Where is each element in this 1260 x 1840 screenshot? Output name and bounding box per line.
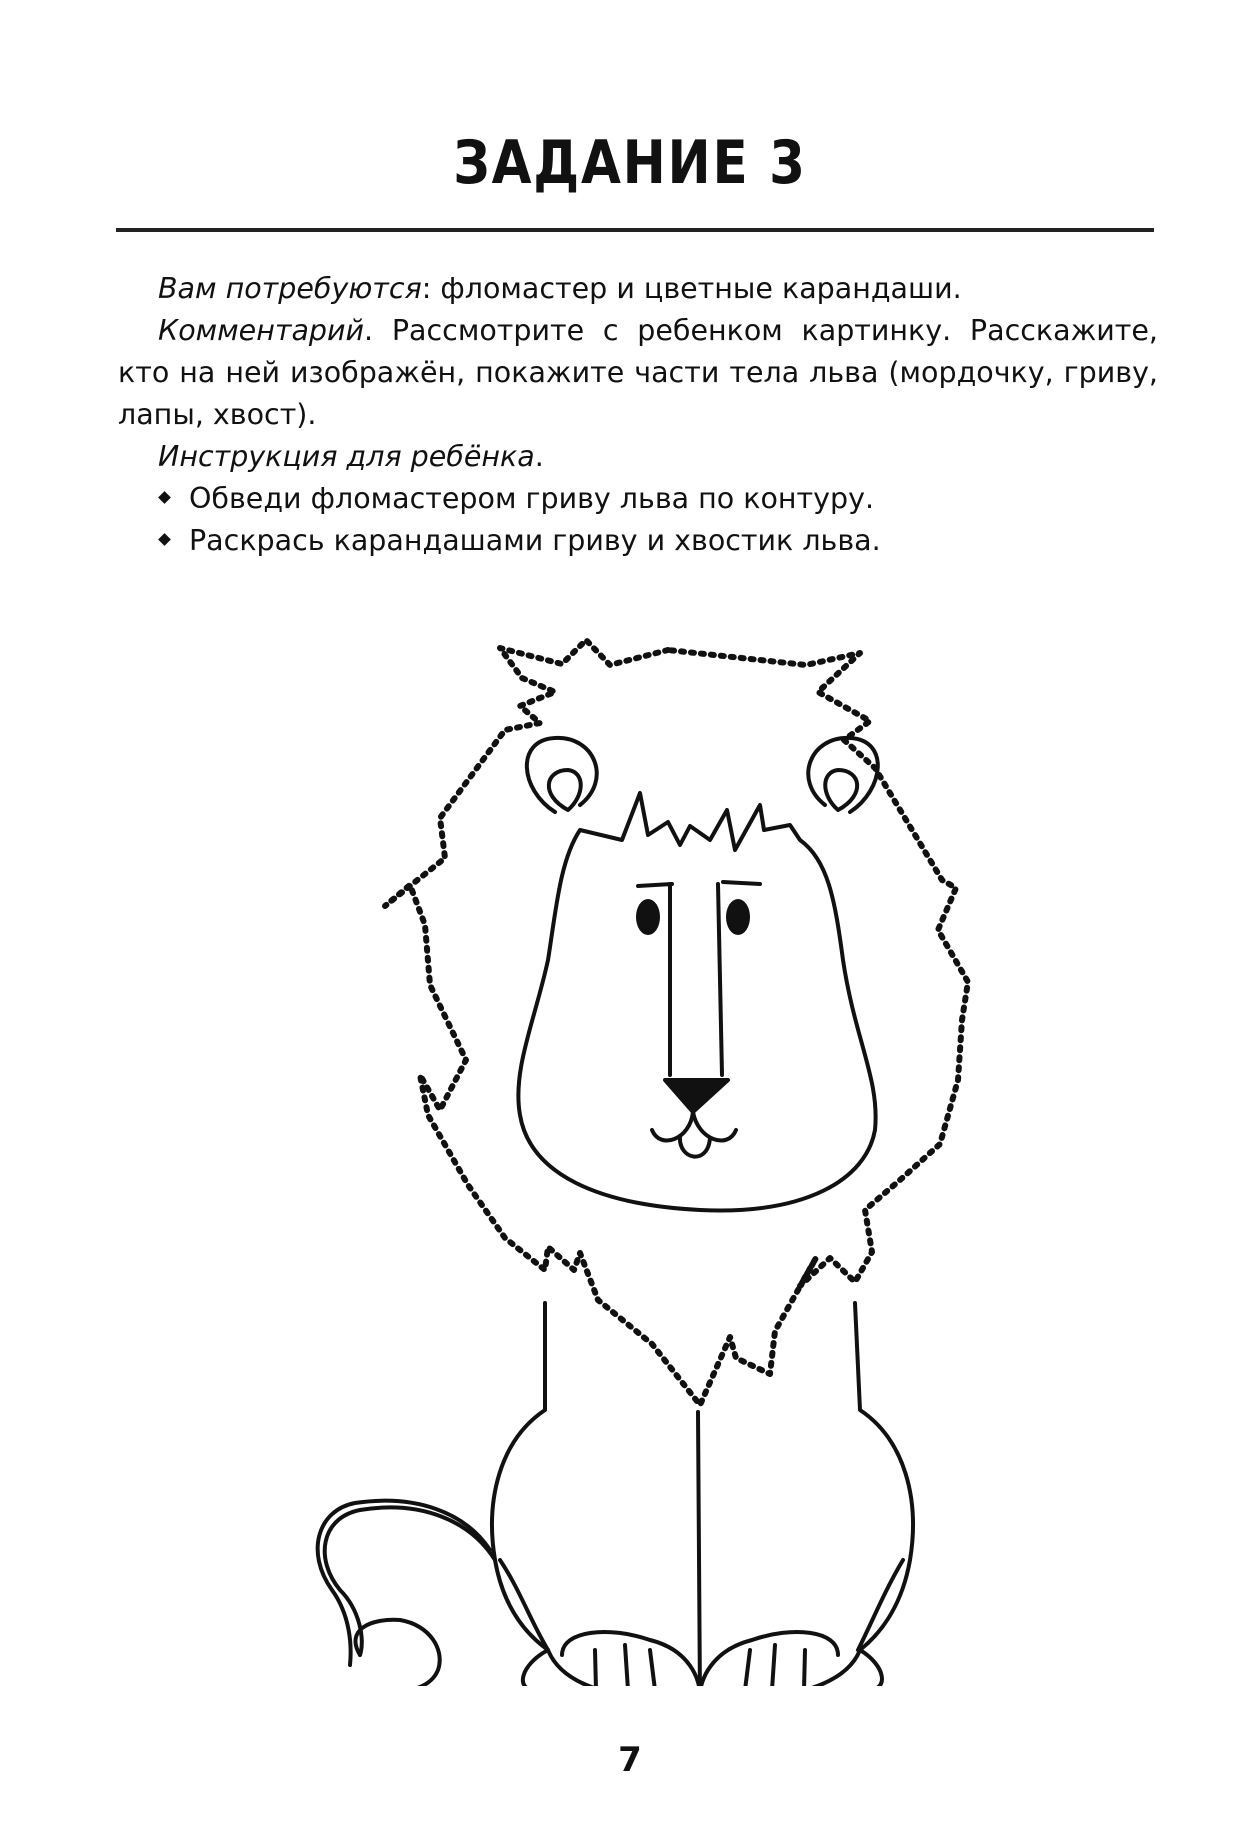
step-item	[158, 478, 1158, 520]
task-description	[118, 268, 1158, 562]
title-divider	[116, 228, 1154, 232]
materials-text: : фломастер и цветные карандаши.	[421, 272, 962, 305]
materials-label: Вам потребуются	[158, 272, 422, 305]
comment-text: . Рассмотрите с ребенком картинку. Расскажите, кто на ней изображён, покажите части тела льва (мордочку, гриву, лапы, хвост).	[118, 314, 1158, 431]
mane-dotted-outline	[385, 640, 968, 1405]
lion-illustration	[300, 586, 980, 1686]
left-eye	[636, 899, 660, 935]
lion-tail	[318, 1501, 495, 1665]
tail-tuft	[356, 1620, 440, 1686]
page-title: ЗАДАНИЕ 3	[453, 128, 807, 198]
materials-line	[118, 268, 1158, 310]
step-text: Обведи фломастером гриву льва по контуру.	[189, 482, 875, 515]
comment-paragraph	[118, 310, 1158, 436]
step-text: Раскрась карандашами гриву и хвостик льва.	[189, 524, 881, 557]
bullet-diamond-icon	[158, 491, 171, 504]
bullet-diamond-icon	[158, 533, 171, 546]
instruction-label: Инструкция для ребёнка	[158, 440, 535, 473]
lion-face	[518, 793, 875, 1210]
lion-body	[492, 1303, 913, 1686]
instruction-heading	[118, 436, 1158, 478]
comment-label: Комментарий	[158, 314, 365, 347]
instruction-end: .	[534, 440, 544, 473]
right-eye	[726, 899, 750, 935]
ears	[527, 738, 878, 812]
step-item	[158, 520, 1158, 562]
page-number: 7	[618, 1740, 642, 1780]
